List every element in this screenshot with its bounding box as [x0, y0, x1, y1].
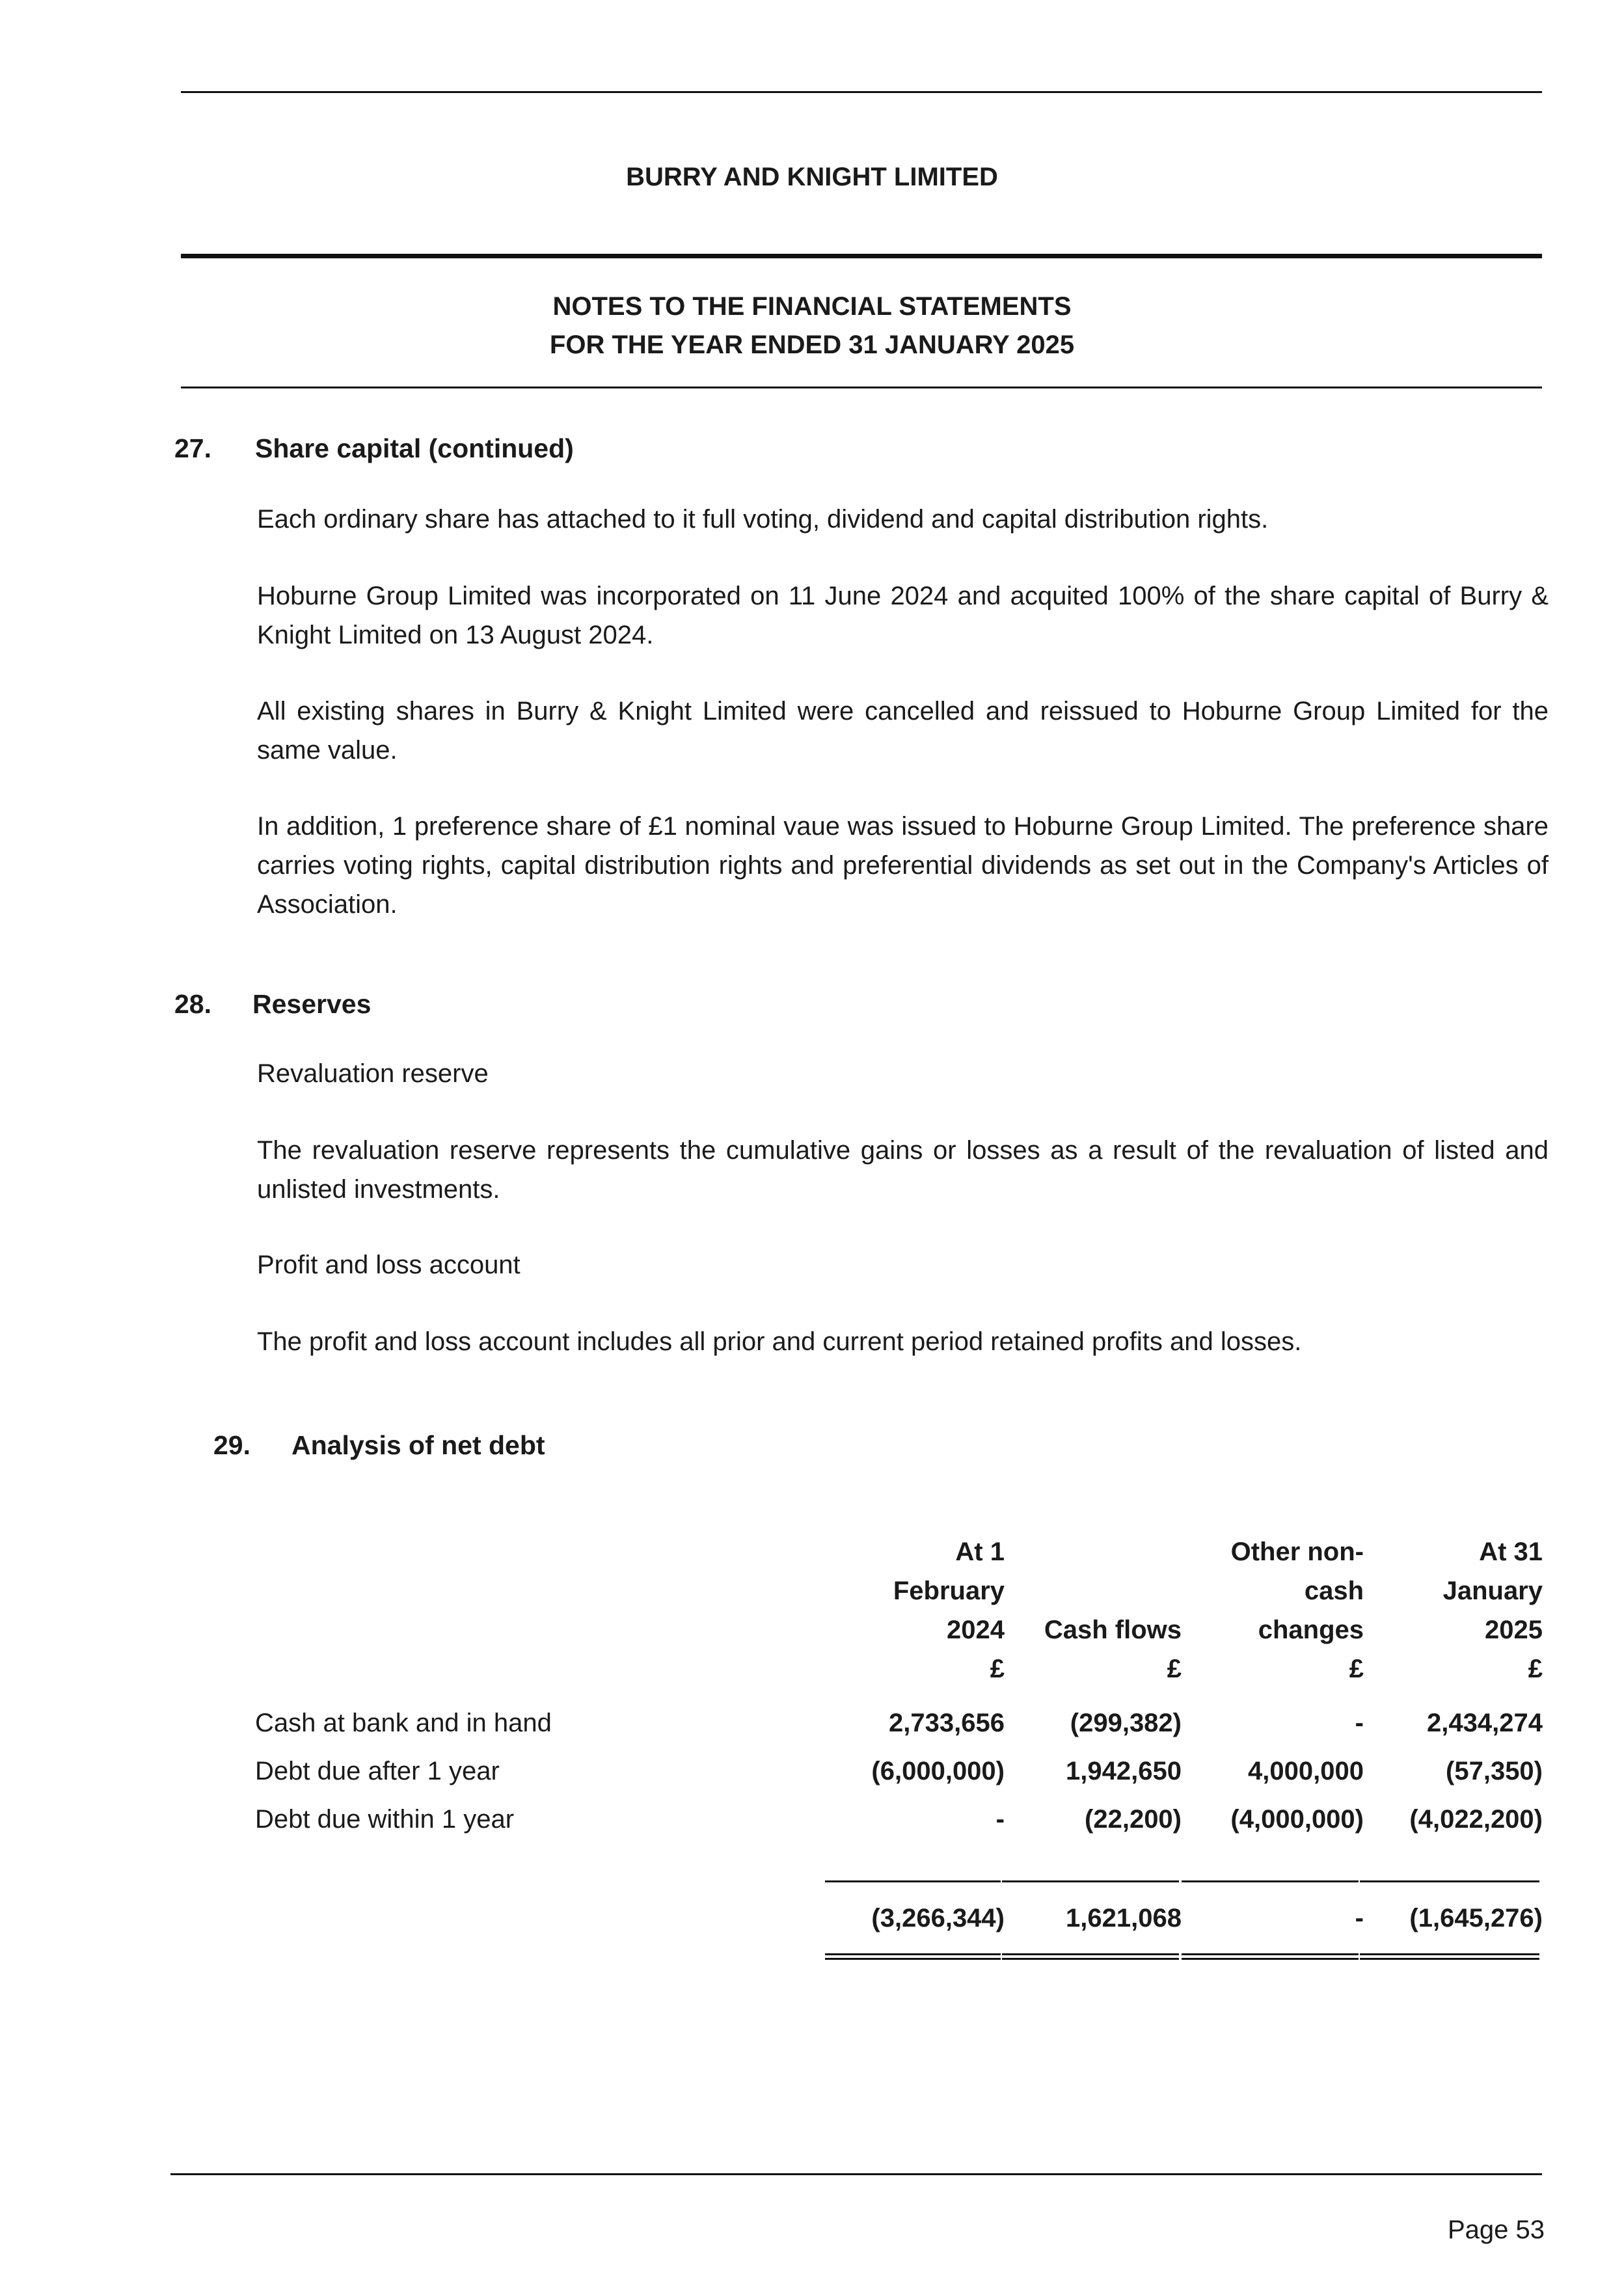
profit-loss-text: The profit and loss account includes all prior and current period retained profits and losses. [257, 1327, 1302, 1356]
column-header-at-31-january-2025: At 31 January 2025 £ [1442, 1538, 1543, 1683]
company-name: BURRY AND KNIGHT LIMITED [626, 163, 998, 191]
debt-within-feb-2024: - [995, 1805, 1005, 1834]
subtotal-rule-col1 [825, 1880, 1001, 1882]
total-double-rule-col4 [1360, 1953, 1539, 1960]
note27-number: 27. [174, 433, 211, 463]
row-label-cash-at-bank: Cash at bank and in hand [255, 1709, 552, 1737]
note27-paragraph-3: All existing shares in Burry & Knight Limited were cancelled and reissued to Hoburne Group Limited for the same value. [257, 697, 1549, 765]
row-label-debt-after-1-year: Debt due after 1 year [255, 1757, 500, 1785]
total-cash-flows: 1,621,068 [1066, 1904, 1182, 1932]
cash-at-bank-jan-2025: 2,434,274 [1427, 1709, 1543, 1737]
column-header-at-1-february-2024: At 1 February 2024 £ [893, 1538, 1005, 1683]
header-thick-rule [181, 254, 1542, 258]
note27-paragraph-1: Each ordinary share has attached to it full voting, dividend and capital distribution rights. [257, 505, 1269, 534]
total-double-rule-col3 [1182, 1953, 1359, 1960]
total-double-rule-col1 [825, 1953, 1001, 1960]
column-header-cash-flows: Cash flows £ [1044, 1616, 1182, 1683]
revaluation-reserve-heading: Revaluation reserve [257, 1059, 489, 1088]
revaluation-reserve-text: The revaluation reserve represents the cumulative gains or losses as a result of the revaluation of listed and unlisted investments. [257, 1136, 1549, 1204]
note28-number: 28. [174, 989, 211, 1019]
footer-rule [170, 2173, 1542, 2175]
total-jan-2025: (1,645,276) [1409, 1904, 1543, 1932]
note28-title: Reserves [252, 989, 372, 1019]
debt-within-jan-2025: (4,022,200) [1409, 1805, 1543, 1834]
cash-at-bank-non-cash: - [1355, 1709, 1364, 1737]
debt-within-non-cash: (4,000,000) [1230, 1805, 1364, 1834]
subtotal-rule-col2 [1002, 1880, 1179, 1882]
note29-title: Analysis of net debt [291, 1430, 545, 1460]
cash-at-bank-cash-flows: (299,382) [1070, 1709, 1182, 1737]
page-number: Page 53 [1447, 2216, 1545, 2244]
document-title-line2: FOR THE YEAR ENDED 31 JANUARY 2025 [549, 331, 1075, 359]
note27-paragraph-2: Hoburne Group Limited was incorporated on 11 June 2024 and acquited 100% of the share capital of Burry & Knight Limited on 13 August 2024. [257, 582, 1549, 649]
note27-paragraph-4: In addition, 1 preference share of £1 nominal vaue was issued to Hoburne Group Limited. The preference share carries voting rights, capital distribution rights and preferential dividends as set out in the Company's Articles of Association. [257, 812, 1549, 919]
row-label-debt-within-1-year: Debt due within 1 year [255, 1805, 515, 1834]
subtotal-rule-col3 [1182, 1880, 1359, 1882]
debt-after-feb-2024: (6,000,000) [871, 1757, 1005, 1785]
debt-after-non-cash: 4,000,000 [1248, 1757, 1364, 1785]
profit-loss-heading: Profit and loss account [257, 1251, 521, 1279]
header-bottom-rule [181, 386, 1542, 388]
note29-number: 29. [213, 1430, 250, 1460]
total-feb-2024: (3,266,344) [871, 1904, 1005, 1932]
debt-after-jan-2025: (57,350) [1446, 1757, 1543, 1785]
header-top-rule [181, 91, 1542, 93]
cash-at-bank-feb-2024: 2,733,656 [889, 1709, 1005, 1737]
column-header-other-non-cash-changes: Other non- cash changes £ [1230, 1538, 1364, 1683]
debt-after-cash-flows: 1,942,650 [1066, 1757, 1182, 1785]
document-title-line1: NOTES TO THE FINANCIAL STATEMENTS [552, 292, 1072, 321]
note27-title: Share capital (continued) [255, 433, 574, 463]
debt-within-cash-flows: (22,200) [1085, 1805, 1182, 1834]
total-non-cash: - [1355, 1904, 1364, 1932]
total-double-rule-col2 [1002, 1953, 1179, 1960]
subtotal-rule-col4 [1360, 1880, 1539, 1882]
